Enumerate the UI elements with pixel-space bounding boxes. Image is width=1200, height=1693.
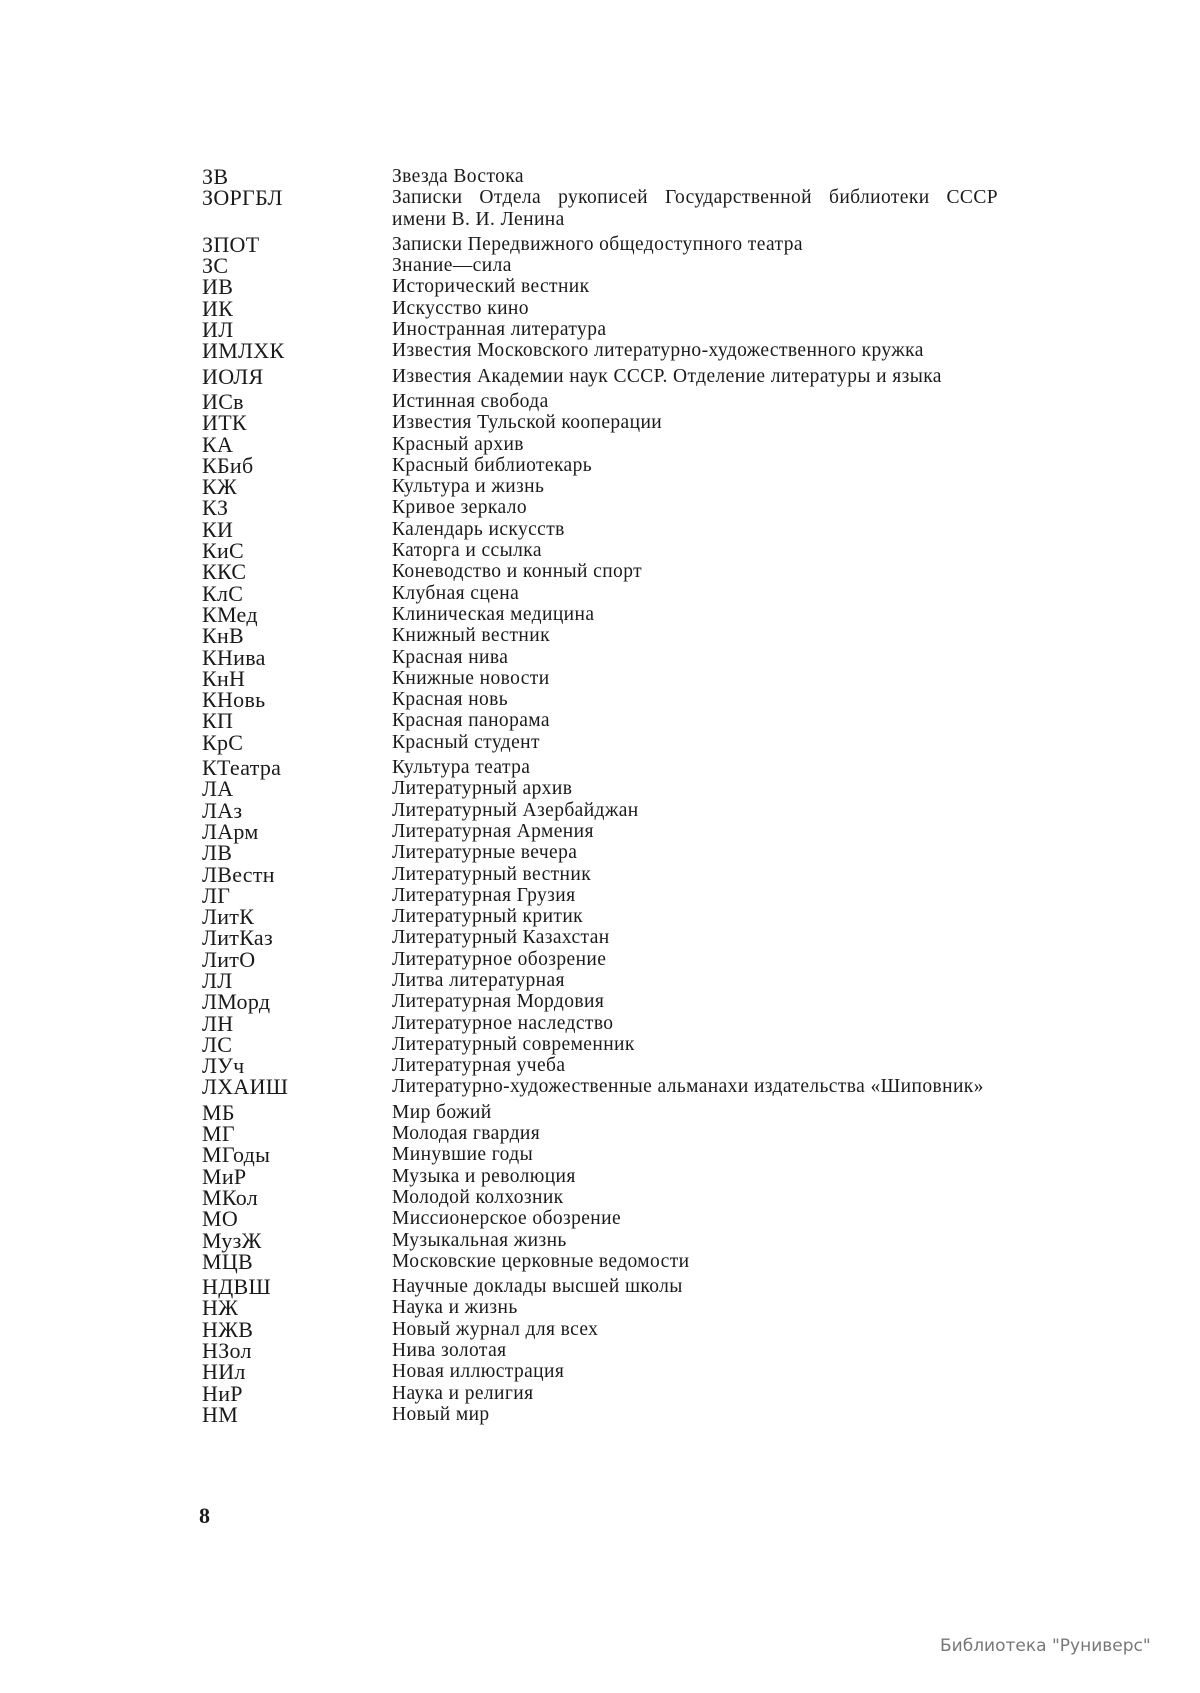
abbreviation: КМед bbox=[202, 601, 258, 627]
list-item bbox=[202, 1121, 998, 1147]
abbreviation: МЦВ bbox=[202, 1248, 254, 1274]
abbreviation: ЛГ bbox=[202, 882, 231, 908]
list-item bbox=[202, 665, 998, 691]
list-item bbox=[202, 363, 998, 389]
abbreviation: КиС bbox=[202, 538, 245, 564]
full-title: Культура и жизнь bbox=[392, 476, 545, 498]
abbreviation: МО bbox=[202, 1206, 239, 1232]
full-title: Литературно-художественные альманахи издательства «Шиповник» bbox=[392, 1076, 984, 1098]
full-title: Литва литературная bbox=[392, 969, 565, 991]
full-title: Красный библиотекарь bbox=[392, 454, 593, 476]
list-item bbox=[202, 317, 998, 343]
list-item bbox=[202, 882, 998, 908]
list-item bbox=[202, 580, 998, 606]
abbreviation: ЛитК bbox=[202, 904, 255, 930]
list-item bbox=[202, 1274, 998, 1300]
full-title: Музыкальная жизнь bbox=[392, 1229, 567, 1251]
abbreviation: ЛА bbox=[202, 776, 234, 802]
list-item bbox=[202, 967, 998, 993]
full-title: Литературная Грузия bbox=[392, 884, 576, 906]
full-title: Книжный вестник bbox=[392, 625, 550, 647]
abbreviation: ЛАз bbox=[202, 797, 243, 823]
abbreviation: НиР bbox=[202, 1380, 243, 1406]
abbreviation: ИСв bbox=[202, 388, 244, 414]
abbreviation: ЗС bbox=[202, 253, 229, 279]
full-title: Красная новь bbox=[392, 689, 509, 711]
full-title: Кривое зеркало bbox=[392, 497, 527, 519]
abbreviation: ЛХАИШ bbox=[202, 1074, 289, 1100]
abbreviation: ЗОРГБЛ bbox=[202, 185, 283, 211]
abbreviation: ЛитО bbox=[202, 946, 256, 972]
abbreviation: КП bbox=[202, 708, 234, 734]
list-item bbox=[202, 1074, 998, 1100]
full-title: Красная панорама bbox=[392, 710, 550, 732]
list-item bbox=[202, 538, 998, 564]
abbreviation: ЛитКаз bbox=[202, 925, 273, 951]
abbreviation: КНива bbox=[202, 644, 266, 670]
abbreviation: КЗ bbox=[202, 495, 229, 521]
full-title: Клубная сцена bbox=[392, 582, 520, 604]
full-title: Московские церковные ведомости bbox=[392, 1250, 690, 1272]
list-item bbox=[202, 495, 998, 521]
full-title: Литературная Армения bbox=[392, 820, 594, 842]
full-title: Календарь искусств bbox=[392, 518, 565, 540]
list-item bbox=[202, 1010, 998, 1036]
list-item bbox=[202, 474, 998, 500]
abbreviation: КНовь bbox=[202, 687, 266, 713]
full-title: Искусство кино bbox=[392, 297, 529, 319]
abbreviation: ЛН bbox=[202, 1010, 234, 1036]
full-title: Красный студент bbox=[392, 731, 540, 753]
full-title: Литературный Азербайджан bbox=[392, 799, 639, 821]
full-title: Знание—сила bbox=[392, 255, 512, 277]
page-number: 8 bbox=[199, 1503, 210, 1528]
list-item bbox=[202, 729, 998, 755]
full-title: Литературный Казахстан bbox=[392, 927, 610, 949]
abbreviation: КрС bbox=[202, 729, 244, 755]
full-title: Литературный современник bbox=[392, 1033, 635, 1055]
list-item bbox=[202, 559, 998, 585]
list-item bbox=[202, 1163, 998, 1189]
abbreviation: ИЛ bbox=[202, 317, 234, 343]
full-title: Известия Московского литературно-художественного кружка bbox=[392, 340, 924, 362]
list-item bbox=[202, 1053, 998, 1079]
full-title: Литературное обозрение bbox=[392, 948, 607, 970]
abbreviation: КлС bbox=[202, 580, 244, 606]
list-item bbox=[202, 274, 998, 300]
abbreviation: МузЖ bbox=[202, 1227, 262, 1253]
list-item bbox=[202, 818, 998, 844]
list-item bbox=[202, 295, 998, 321]
list-item bbox=[202, 601, 998, 627]
full-title: Молодой колхозник bbox=[392, 1186, 564, 1208]
abbreviation: ЛУч bbox=[202, 1053, 245, 1079]
full-title: Известия Тульской кооперации bbox=[392, 412, 663, 434]
abbreviation: МГоды bbox=[202, 1142, 271, 1168]
full-title: Литературный вестник bbox=[392, 863, 592, 885]
list-item bbox=[202, 623, 998, 649]
full-title: Новый мир bbox=[392, 1403, 490, 1425]
list-item bbox=[202, 187, 998, 230]
abbreviation: КБиб bbox=[202, 452, 254, 478]
abbreviation: МБ bbox=[202, 1099, 235, 1125]
abbreviation: ИТК bbox=[202, 410, 247, 436]
full-title: Литературные вечера bbox=[392, 842, 578, 864]
list-item bbox=[202, 1401, 998, 1427]
list-item bbox=[202, 231, 998, 257]
full-title: Иностранная литература bbox=[392, 319, 607, 341]
full-title: Мир божий bbox=[392, 1101, 492, 1123]
list-item bbox=[202, 1359, 998, 1385]
list-item bbox=[202, 797, 998, 823]
list-item bbox=[202, 166, 998, 187]
abbreviation: ИМЛХК bbox=[202, 338, 285, 364]
list-item bbox=[202, 861, 998, 887]
list-item bbox=[202, 431, 998, 457]
abbreviation: НМ bbox=[202, 1401, 239, 1427]
abbreviation: ЛС bbox=[202, 1031, 233, 1057]
library-watermark: Библиотека "Руниверс" bbox=[940, 1636, 1151, 1656]
abbreviation: КА bbox=[202, 431, 234, 457]
abbreviation: КЖ bbox=[202, 474, 237, 500]
full-title: Минувшие годы bbox=[392, 1144, 534, 1166]
abbreviation: ЛВ bbox=[202, 840, 233, 866]
list-item bbox=[202, 840, 998, 866]
full-title: Литературное наследство bbox=[392, 1012, 614, 1034]
full-title: Научные доклады высшей школы bbox=[392, 1276, 683, 1298]
full-title: Красная нива bbox=[392, 646, 509, 668]
full-title: Литературная Мордовия bbox=[392, 991, 605, 1013]
full-title: Литературный критик bbox=[392, 906, 584, 928]
full-title: Наука и жизнь bbox=[392, 1297, 518, 1319]
abbreviation-list bbox=[202, 166, 998, 1425]
abbreviation: ЗВ bbox=[202, 164, 229, 189]
list-item bbox=[202, 946, 998, 972]
abbreviation: ККС bbox=[202, 559, 247, 585]
abbreviation: ЛМорд bbox=[202, 989, 271, 1015]
abbreviation: НИл bbox=[202, 1359, 246, 1385]
full-title: Звезда Востока bbox=[392, 166, 524, 187]
list-item bbox=[202, 687, 998, 713]
list-item bbox=[202, 1338, 998, 1364]
abbreviation: ЛЛ bbox=[202, 967, 233, 993]
list-item bbox=[202, 904, 998, 930]
abbreviation: ИК bbox=[202, 295, 234, 321]
full-title: Записки Отдела рукописей Государственной библиотеки СССР имени В. И. Ленина bbox=[392, 187, 998, 230]
abbreviation: НЖВ bbox=[202, 1316, 254, 1342]
list-item bbox=[202, 516, 998, 542]
abbreviation: ЗПОТ bbox=[202, 231, 260, 257]
list-item bbox=[202, 388, 998, 414]
full-title: Культура театра bbox=[392, 757, 531, 779]
full-title: Каторга и ссылка bbox=[392, 540, 542, 562]
full-title: Клиническая медицина bbox=[392, 603, 595, 625]
full-title: Книжные новости bbox=[392, 667, 550, 689]
full-title: Красный архив bbox=[392, 433, 524, 455]
abbreviation: ИОЛЯ bbox=[202, 363, 264, 389]
full-title: Наука и религия bbox=[392, 1382, 534, 1404]
full-title: Истинная свобода bbox=[392, 390, 549, 412]
list-item bbox=[202, 1142, 998, 1168]
abbreviation: НЗол bbox=[202, 1338, 252, 1364]
full-title: Исторический вестник bbox=[392, 276, 590, 298]
list-item bbox=[202, 644, 998, 670]
abbreviation: КИ bbox=[202, 516, 234, 542]
abbreviation: ЛАрм bbox=[202, 818, 259, 844]
list-item bbox=[202, 1380, 998, 1406]
list-item bbox=[202, 452, 998, 478]
full-title: Известия Академии наук СССР. Отделение литературы и языка bbox=[392, 365, 942, 387]
list-item bbox=[202, 338, 998, 364]
full-title: Коневодство и конный спорт bbox=[392, 561, 643, 583]
list-item bbox=[202, 1031, 998, 1057]
full-title: Записки Передвижного общедоступного театра bbox=[392, 233, 803, 255]
list-item bbox=[202, 1206, 998, 1232]
list-item bbox=[202, 1295, 998, 1321]
abbreviation: НДВШ bbox=[202, 1274, 271, 1300]
list-item bbox=[202, 1227, 998, 1253]
full-title: Молодая гвардия bbox=[392, 1123, 541, 1145]
list-item bbox=[202, 989, 998, 1015]
full-title: Нива золотая bbox=[392, 1340, 507, 1362]
abbreviation: НЖ bbox=[202, 1295, 239, 1321]
abbreviation: КТеатра bbox=[202, 755, 282, 781]
full-title: Новая иллюстрация bbox=[392, 1361, 565, 1383]
abbreviation: КнН bbox=[202, 665, 246, 691]
full-title: Литературная учеба bbox=[392, 1055, 566, 1077]
full-title: Миссионерское обозрение bbox=[392, 1208, 622, 1230]
list-item bbox=[202, 925, 998, 951]
full-title: Музыка и революция bbox=[392, 1165, 576, 1187]
list-item bbox=[202, 1316, 998, 1342]
list-item bbox=[202, 755, 998, 781]
abbreviation: ИВ bbox=[202, 274, 234, 300]
abbreviation: ЛВестн bbox=[202, 861, 275, 887]
abbreviation: КнВ bbox=[202, 623, 245, 649]
list-item bbox=[202, 1248, 998, 1274]
list-item bbox=[202, 410, 998, 436]
abbreviation: МиР bbox=[202, 1163, 247, 1189]
full-title: Новый журнал для всех bbox=[392, 1318, 599, 1340]
list-item bbox=[202, 1184, 998, 1210]
abbreviation: МГ bbox=[202, 1121, 235, 1147]
list-item bbox=[202, 253, 998, 279]
full-title: Литературный архив bbox=[392, 778, 573, 800]
abbreviation: МКол bbox=[202, 1184, 259, 1210]
list-item bbox=[202, 1099, 998, 1125]
list-item bbox=[202, 708, 998, 734]
list-item bbox=[202, 776, 998, 802]
